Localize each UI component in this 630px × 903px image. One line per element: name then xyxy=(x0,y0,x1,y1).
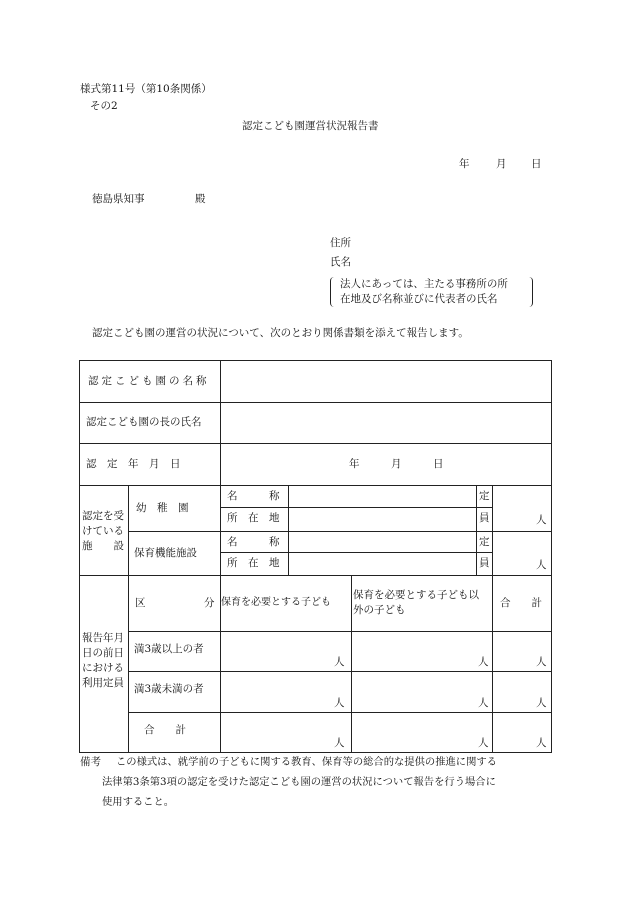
nursery-capacity-label-1: 定 xyxy=(479,536,490,548)
date-year: 年 xyxy=(459,158,470,170)
sub-number: その2 xyxy=(90,100,118,112)
nursery-name-label: 名 称 xyxy=(227,536,280,548)
label-kindergarten: 幼 稚 園 xyxy=(136,502,189,514)
facility-group-line-2: けている xyxy=(82,525,124,537)
rule xyxy=(80,575,551,576)
rule xyxy=(220,507,492,508)
rule xyxy=(128,712,551,713)
usage-group-line-1: 報告年月 xyxy=(82,632,124,644)
kindergarten-location-label: 所 在 地 xyxy=(227,512,280,524)
rule xyxy=(128,671,551,672)
report-table xyxy=(79,360,552,753)
facility-group-line-3: 施 設 xyxy=(82,540,124,552)
address-label: 住所 xyxy=(330,237,351,249)
total-need-unit: 人 xyxy=(334,737,345,749)
rule xyxy=(476,485,477,575)
label-facility-name: 認定こども園の名称 xyxy=(88,375,210,387)
approval-date-value: 年 月 日 xyxy=(349,458,444,470)
date-month: 月 xyxy=(496,158,507,170)
rule xyxy=(128,531,551,532)
addressee: 徳島県知事 xyxy=(92,193,145,205)
col-no-need-care-line-2: 外の子ども xyxy=(353,604,406,616)
label-head-name: 認定こども園の長の氏名 xyxy=(86,416,202,428)
rule xyxy=(80,402,551,403)
under3-need-unit: 人 xyxy=(334,697,345,709)
honorific: 殿 xyxy=(195,193,206,205)
kindergarten-capacity-label-2: 員 xyxy=(479,512,490,524)
col-total: 合 計 xyxy=(500,597,542,609)
remarks-line-3: 使用すること。 xyxy=(102,796,175,808)
rule xyxy=(351,575,352,752)
facility-group-line-1: 認定を受 xyxy=(82,510,124,522)
usage-group-line-2: 日の前日 xyxy=(82,647,124,659)
name-label: 氏名 xyxy=(330,256,351,268)
remarks-line-1: この様式は、就学前の子どもに関する教育、保育等の総合的な提供の推進に関する xyxy=(116,756,497,768)
date-day: 日 xyxy=(531,158,542,170)
remarks-label: 備考 xyxy=(80,756,101,768)
usage-group-line-3: における xyxy=(82,662,124,674)
usage-group-line-4: 利用定員 xyxy=(82,677,124,689)
under3-noneed-unit: 人 xyxy=(478,697,489,709)
row-under3: 満3歳未満の者 xyxy=(134,683,204,695)
rule xyxy=(128,485,129,752)
rule xyxy=(220,552,492,553)
row-over3: 満3歳以上の者 xyxy=(134,643,204,655)
label-nursery: 保育機能施設 xyxy=(134,547,197,559)
rule xyxy=(492,485,493,752)
rule xyxy=(128,631,551,632)
total-noneed-unit: 人 xyxy=(478,737,489,749)
label-approval-date: 認 定 年 月 日 xyxy=(86,458,181,470)
rule xyxy=(288,485,289,575)
over3-need-unit: 人 xyxy=(334,656,345,668)
over3-total-unit: 人 xyxy=(536,656,547,668)
rule xyxy=(80,443,551,444)
note-line-1: 法人にあっては、主たる事務所の所 xyxy=(340,278,508,290)
note-line-2: 在地及び名称並びに代表者の氏名 xyxy=(340,293,498,305)
row-total: 合 計 xyxy=(144,724,186,736)
col-need-care: 保育を必要とする子ども xyxy=(221,597,331,608)
nursery-location-label: 所 在 地 xyxy=(227,557,280,569)
form-number: 様式第11号（第10条関係） xyxy=(80,83,212,95)
over3-noneed-unit: 人 xyxy=(478,656,489,668)
under3-total-unit: 人 xyxy=(536,697,547,709)
rule xyxy=(80,485,551,486)
document-title: 認定こども園運営状況報告書 xyxy=(242,120,379,132)
col-category-right: 分 xyxy=(204,597,215,609)
intro-text: 認定こども園の運営の状況について、次のとおり関係書類を添えて報告します。 xyxy=(92,327,469,339)
nursery-capacity-label-2: 員 xyxy=(479,557,490,569)
kindergarten-capacity-unit: 人 xyxy=(536,514,547,526)
kindergarten-capacity-label-1: 定 xyxy=(479,490,490,502)
col-no-need-care-line-1: 保育を必要とする子ども以 xyxy=(353,589,479,601)
rule xyxy=(220,361,221,752)
kindergarten-name-label: 名 称 xyxy=(227,490,280,502)
remarks-line-2: 法律第3条第3項の認定を受けた認定こども園の運営の状況について報告を行う場合に xyxy=(102,776,496,788)
total-total-unit: 人 xyxy=(536,737,547,749)
nursery-capacity-unit: 人 xyxy=(536,559,547,571)
col-category-left: 区 xyxy=(135,597,146,609)
